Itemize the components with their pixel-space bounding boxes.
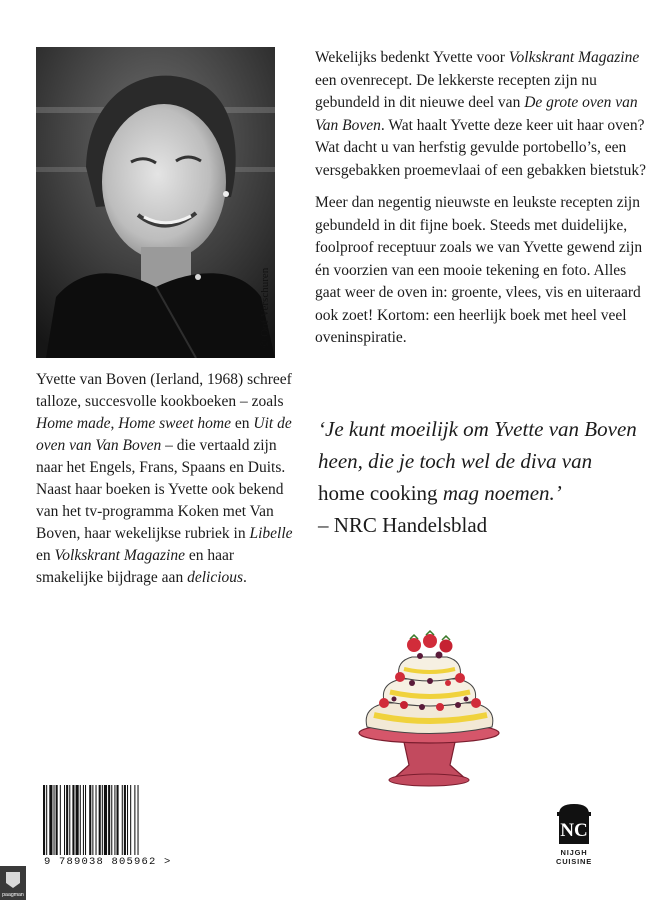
- barcode-bar: [102, 785, 103, 855]
- author-photo: [36, 47, 275, 358]
- barcode-bar: [66, 785, 68, 855]
- barcode-bar: [83, 785, 84, 855]
- barcode-bar: [114, 785, 115, 855]
- intro-paragraph: Wekelijks bedenkt Yvette voor Volkskrant Magazine een ovenrecept. De lekkerste recepten zijn nu gebundeld in dit nieuwe deel van De grote oven van Van Boven. Wat haalt Yvette deze keer uit haar oven? Wat dacht u van herfstig gevulde portobello’s, een versgebakken proemevlaai of een gebakken bietstuk?: [315, 49, 646, 179]
- description-paragraph: Meer dan negentig nieuwste en leukste recepten zijn gebundeld in dit fijne boek. Steeds met duidelijke, foolproof receptuur zoals we van Yvette gewend zijn én voorzien van een mooie tekening en foto. Alles gaat weer de oven in: groente, vlees, vis en uiteraard ook zoet! Kortom: een heerlijk boek met heel veel oveninspiratie.: [315, 194, 643, 346]
- publisher-name: [553, 848, 595, 866]
- barcode-bar: [99, 785, 101, 855]
- barcode-bar: [122, 785, 123, 855]
- barcode-bar: [89, 785, 91, 855]
- barcode-bar: [60, 785, 61, 855]
- barcode-bar: [130, 785, 131, 855]
- barcode-bar: [138, 785, 139, 855]
- barcode-bar: [64, 785, 65, 855]
- barcode-bar: [111, 785, 112, 855]
- barcode-bar: [72, 785, 74, 855]
- barcode-bar: [49, 785, 52, 855]
- barcode-digits: 9 789038 805962 >: [44, 856, 172, 868]
- publisher-name-line1: NIJGH: [560, 848, 588, 857]
- barcode-bar: [85, 785, 86, 855]
- barcode-bar: [96, 785, 97, 855]
- author-bio: Yvette van Boven (Ierland, 1968) schreef talloze, succesvolle kookboeken – zoals Home made, Home sweet home en Uit de oven van Van Boven – die vertaald zijn naar het Engels, Frans, Spaans en Duits. Naast haar boeken is Yvette ook bekend van het tv-programma Koken met Van Boven, haar wekelijkse rubriek in Libelle en Volkskrant Magazine en haar smakelijke bijdrage aan delicious.: [36, 371, 293, 586]
- retailer-logo: [0, 866, 26, 900]
- barcode-bar: [134, 785, 135, 855]
- barcode-bar: [76, 785, 79, 855]
- barcode-bar: [92, 785, 93, 855]
- barcode-bar: [104, 785, 107, 855]
- barcode-bar: [117, 785, 119, 855]
- publisher-logo: [553, 800, 595, 895]
- barcode-bar: [54, 785, 55, 855]
- press-quote: ‘Je kunt moeilijk om Yvette van Boven heen, die je toch wel de diva van home cooking mag noemen.’ – NRC Handelsblad: [318, 417, 637, 537]
- barcode-bar: [46, 785, 47, 855]
- barcode-bar: [43, 785, 45, 855]
- barcode-bar: [56, 785, 58, 855]
- barcode-bar: [69, 785, 70, 855]
- publisher-initials: NC: [560, 820, 588, 841]
- barcode-bar: [80, 785, 81, 855]
- barcode-bar: [124, 785, 126, 855]
- retailer-logo-text: paagman: [2, 892, 24, 898]
- barcode-bar: [127, 785, 128, 855]
- publisher-emblem: [553, 800, 595, 848]
- author-portrait-image: [36, 47, 275, 358]
- blurb-column: [315, 47, 647, 360]
- quote-source: – NRC Handelsblad: [318, 513, 488, 537]
- barcode-bar: [108, 785, 110, 855]
- cake-illustration: [342, 615, 517, 790]
- publisher-name-line2: CUISINE: [555, 857, 593, 866]
